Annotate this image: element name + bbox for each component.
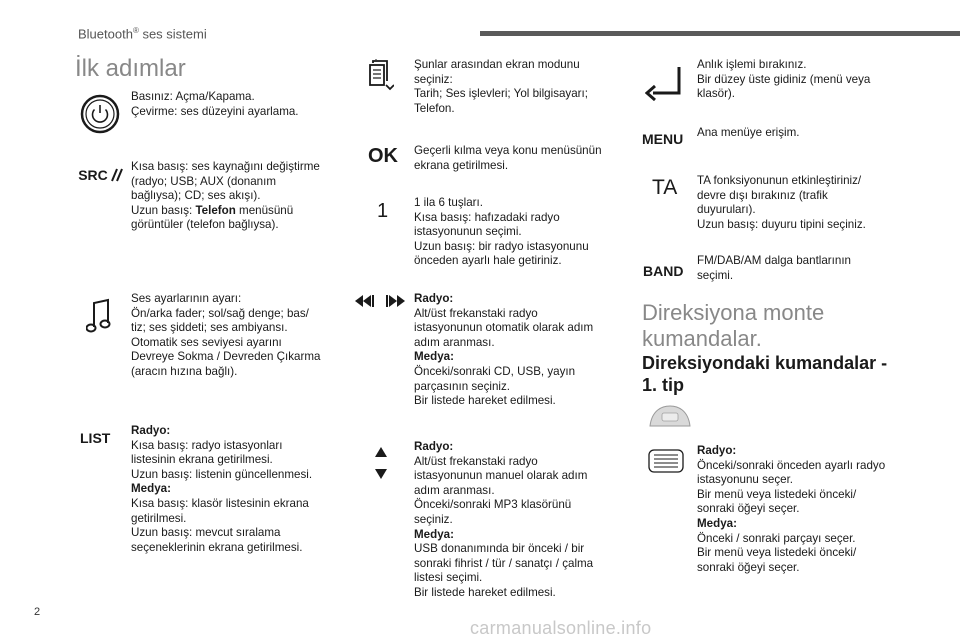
steering-heading: Direksiyona monte kumandalar. bbox=[642, 300, 825, 351]
band-icon-label: BAND bbox=[643, 263, 684, 279]
ta-icon bbox=[652, 176, 677, 200]
menu-icon-label: MENU bbox=[642, 131, 684, 147]
watermark: carmanualsonline.info bbox=[470, 618, 652, 638]
header-title: Bluetooth® ses sistemi bbox=[78, 26, 207, 42]
music-note-icon bbox=[84, 296, 114, 336]
ok-icon-label: OK bbox=[368, 145, 398, 167]
back-return-icon bbox=[644, 62, 686, 102]
power-description: Basınız: Açma/Kapama. Çevirme: ses düzeyini ayarlama. bbox=[131, 90, 299, 118]
menu-description: Ana menüye erişim. bbox=[697, 126, 800, 139]
power-button-icon bbox=[78, 92, 122, 136]
src-description: Kısa basış: ses kaynağını değiştirme (radyo; USB; AUX (donanım bağlıysa); CD; ses akışı). Uzun basış: Telefon menüsünü görüntüler (telefon bağlıysa). bbox=[131, 160, 320, 232]
number-key-description: 1 ila 6 tuşları. Kısa basış: hafızadaki radyo istasyonunun seçimi. Uzun basış: bir radyo istasyonunu önceden ayarlı hale getiriniz. bbox=[414, 196, 589, 268]
number-key-label: 1 bbox=[377, 200, 389, 222]
band-description: FM/DAB/AM dalga bantlarının seçimi. bbox=[697, 254, 852, 282]
music-description: Ses ayarlarının ayarı: Ön/arka fader; sol/sağ denge; bas/ tiz; ses şiddeti; ses ambiyansı. Otomatik ses seviyesi ayarını Devreye Sokma / Devreden Çıkarma (aracın hızına bağlı). bbox=[131, 292, 321, 378]
band-icon bbox=[643, 263, 683, 281]
mode-description: Şunlar arasından ekran modunu seçiniz: Tarih; Ses işlevleri; Yol bilgisayarı; Telefon. bbox=[414, 58, 588, 115]
steering-control-description: Radyo: Önceki/sonraki önceden ayarlı radyo istasyonunu seçer. Bir menü veya listedeki önceki/ sonraki öğeyi seçer. Medya: Önceki / sonraki parçayı seçer. Bir menü veya listedeki önceki/ sonraki öğeyi seçer. bbox=[697, 444, 886, 574]
seek-description: Radyo: Alt/üst frekanstaki radyo istasyonunun otomatik olarak adım adım aranması. Medya: Önceki/sonraki CD, USB, yayın parçasının seçiniz. Bir listede hareket edilmesi. bbox=[414, 292, 594, 408]
back-description: Anlık işlemi bırakınız. Bir düzey üste gidiniz (menü veya klasör). bbox=[697, 58, 871, 101]
page-number: 2 bbox=[34, 606, 41, 618]
header-bar bbox=[480, 31, 960, 36]
list-description: Radyo: Kısa basış: radyo istasyonları listesinin ekrana getirilmesi. Uzun basış: listenin güncellenmesi. Medya: Kısa basış: klasör listesinin ekrana getirilmesi. Uzun basış: mevcut sıralama seçeneklerinin ekrana getirilmesi. bbox=[131, 424, 313, 554]
ta-icon-label: TA bbox=[652, 176, 678, 199]
up-down-arrows-icon bbox=[372, 444, 390, 482]
list-icon bbox=[80, 430, 110, 448]
list-icon-label: LIST bbox=[80, 430, 111, 446]
ok-icon bbox=[368, 145, 398, 168]
ta-description: TA fonksiyonunun etkinleştiriniz/ devre dışı bırakınız (trafik duyuruları). Uzun basış: duyuru tipini seçiniz. bbox=[697, 174, 866, 231]
src-icon bbox=[76, 164, 126, 186]
steering-type-heading: Direksiyondaki kumandalar - 1. tip bbox=[642, 353, 888, 395]
steering-control-icon bbox=[646, 448, 686, 474]
section-title: İlk adımlar bbox=[75, 55, 186, 82]
seek-arrows-icon bbox=[354, 292, 406, 310]
number-key-icon bbox=[377, 200, 388, 223]
src-icon-label: SRC bbox=[78, 167, 108, 183]
ok-description: Geçerli kılma veya konu menüsünün ekrana getirilmesi. bbox=[414, 144, 602, 172]
updown-description: Radyo: Alt/üst frekanstaki radyo istasyonunun manuel olarak adım adım aranması. Önceki/sonraki MP3 klasörünü seçiniz. Medya: USB donanımında bir önceki / bir sonraki fihrist / tür / sanatçı / çalma listesi seçimi. Bir listede hareket edilmesi. bbox=[414, 440, 594, 599]
menu-icon bbox=[642, 131, 683, 149]
screen-mode-icon bbox=[366, 58, 396, 94]
steering-wheel-image bbox=[648, 404, 692, 428]
